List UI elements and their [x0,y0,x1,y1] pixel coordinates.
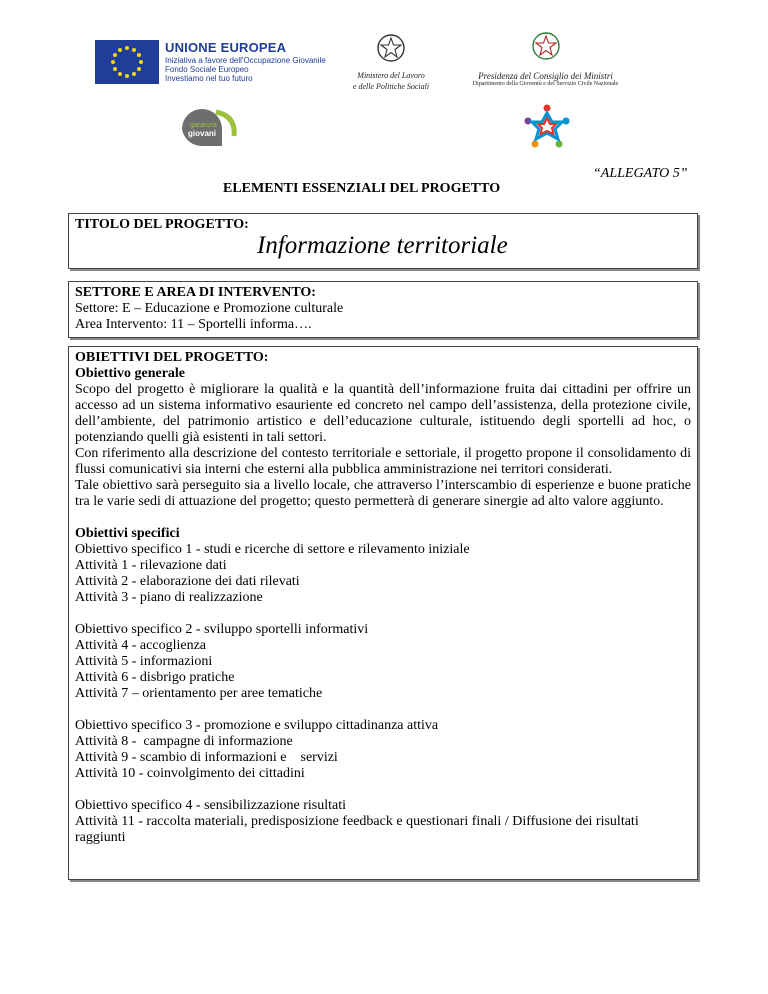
giovani-line-1: garanzia [190,122,217,129]
obiettivo-specifico-title: Obiettivo specifico 1 - studi e ricerche di settore e rilevamento iniziale [75,542,470,557]
settore-line: Settore: E – Educazione e Promozione culturale [75,301,344,316]
ministry-caption-1: Ministero del Lavoro [357,71,425,80]
attivita-item: Attività 5 - informazioni [75,654,213,669]
italian-emblem-icon [531,30,561,62]
eu-line: Fondo Sociale Europeo [165,64,249,74]
servizio-civile-logo [519,100,575,159]
eu-line: Investiamo nel tuo futuro [165,74,253,84]
eu-title: UNIONE EUROPEA [165,39,287,55]
document-title: ELEMENTI ESSENZIALI DEL PROGETTO [223,181,501,196]
settore-heading: SETTORE E AREA DI INTERVENTO: [75,285,316,300]
attivita-item: Attività 9 - scambio di informazioni e servizi [75,750,338,765]
ministry-logo [345,32,437,91]
titolo-box [68,213,698,269]
attivita-item: Attività 2 - elaborazione dei dati rilevati [75,574,300,589]
obiettivo-specifico-title: Obiettivo specifico 4 - sensibilizzazione risultati [75,798,346,813]
obiettivo-generale-heading: Obiettivo generale [75,366,186,381]
attivita-item: Attività 1 - rilevazione dati [75,558,227,573]
eu-flag-icon [95,40,159,84]
attivita-item: Attività 10 - coinvolgimento dei cittadini [75,766,305,781]
generale-paragraph-3: Tale obiettivo sarà perseguito sia a livello locale, che attraverso l’interscambio di esperienze e buone pratiche tra le varie sedi di attuazione del progetto; questo permetterà di generare sinergie ad alto valore aggiunto. [75,478,691,509]
eu-logo [95,40,326,84]
obiettivi-heading: OBIETTIVI DEL PROGETTO: [75,350,269,365]
generale-paragraph-2: Con riferimento alla descrizione del contesto territoriale e settoriale, il progetto propone il consolidamento di flussi comunicativi sia interni che esterni alla pubblica amministrazione nei territori considerati. [75,446,691,477]
presidency-caption-1: Presidenza del Consiglio dei Ministri [478,71,613,81]
obiettivo-specifico-title: Obiettivo specifico 3 - promozione e sviluppo cittadinanza attiva [75,718,439,733]
obiettivi-box [68,346,698,880]
allegato-label: “ALLEGATO 5” [593,166,688,181]
obiettivo-specifico-title: Obiettivo specifico 2 - sviluppo sportelli informativi [75,622,369,637]
generale-paragraph-1: Scopo del progetto è migliorare la qualità e la quantità dell’informazione fruita dai cittadini per offrire un accesso ad un sistema informativo esauriente ed concreto nel campo dell’assistenza, della protezione civile, dell’ambiente, del patrimonio artistico e dell’educazione culturale, istituendo degli sportelli ad hoc, o potenziando quelli già esistenti in tali settori. [75,382,691,445]
attivita-item: Attività 11 - raccolta materiali, predisposizione feedback e questionari finali / Diffusione dei risultati raggiunti [75,814,639,845]
settore-box [68,281,698,338]
presidency-caption-2: Dipartimento della Gioventù e del Servizio Civile Nazionale [472,81,619,87]
attivita-item: Attività 4 - accoglienza [75,638,206,653]
attivita-item: Attività 8 - campagne di informazione [75,734,293,749]
project-title: Informazione territoriale [257,232,508,259]
giovani-line-2: giovani [188,129,217,138]
area-line: Area Intervento: 11 – Sportelli informa…. [75,317,312,332]
titolo-heading: TITOLO DEL PROGETTO: [75,217,249,232]
obiettivi-specifici-heading: Obiettivi specifici [75,526,180,541]
garanzia-giovani-logo [178,106,240,157]
ministry-caption-2: e delle Politiche Sociali [352,82,430,92]
attivita-item: Attività 7 – orientamento per aree tematiche [75,686,323,701]
attivita-item: Attività 3 - piano di realizzazione [75,590,263,605]
presidency-logo [458,30,633,87]
star-people-icon [519,100,575,154]
attivita-item: Attività 6 - disbrigo pratiche [75,670,235,685]
italian-emblem-icon [376,32,406,64]
eu-line: Iniziativa a favore dell'Occupazione Giovanile [165,55,326,65]
